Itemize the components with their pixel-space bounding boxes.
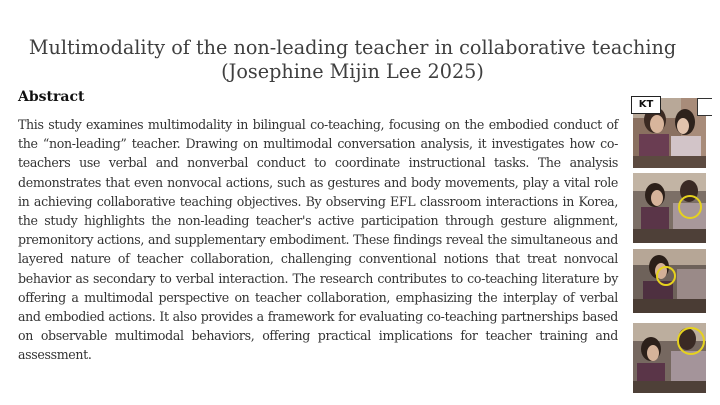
abstract-heading: Abstract (18, 89, 85, 105)
video-frame-2 (633, 173, 706, 243)
kt-label: KT (631, 96, 661, 114)
abstract-body: This study examines multimodality in bilingual co-teaching, focusing on the embodied conduct of the “non-leading” teacher. Drawing on multimodal conversation analysis, it investigates how co-teachers use verbal and nonverbal conduct to coordinate instructional tasks. The analysis demonstrates that even nonvocal actions, such as gestures and body movements, play a vital role in achieving collaborative teaching objectives. By observing EFL classroom interactions in Korea, the study highlights the non-leading teacher's active participation through gesture alignment, premonitory actions, and supplementary embodiment. These findings reveal the simultaneous and layered nature of teacher collaboration, challenging conventional notions that treat nonvocal behavior as secondary to verbal interaction. The research contributes to co-teaching literature by offering a multimodal perspective on teacher collaboration, emphasizing the interplay of verbal and embodied actions. It also provides a framework for evaluating co-teaching partnerships based on observable multimodal behaviors, offering practical implications for teacher training and assessment. (18, 117, 618, 363)
video-frame-strip (631, 95, 711, 395)
slide-title (0, 36, 705, 83)
video-frame-4 (633, 323, 706, 393)
video-frame-3 (633, 249, 706, 313)
title-line-2: (Josephine Mijin Lee 2025) (221, 59, 484, 83)
title-line-1: Multimodality of the non-leading teacher in collaborative teaching (28, 36, 677, 59)
label-box-partial (697, 98, 712, 116)
